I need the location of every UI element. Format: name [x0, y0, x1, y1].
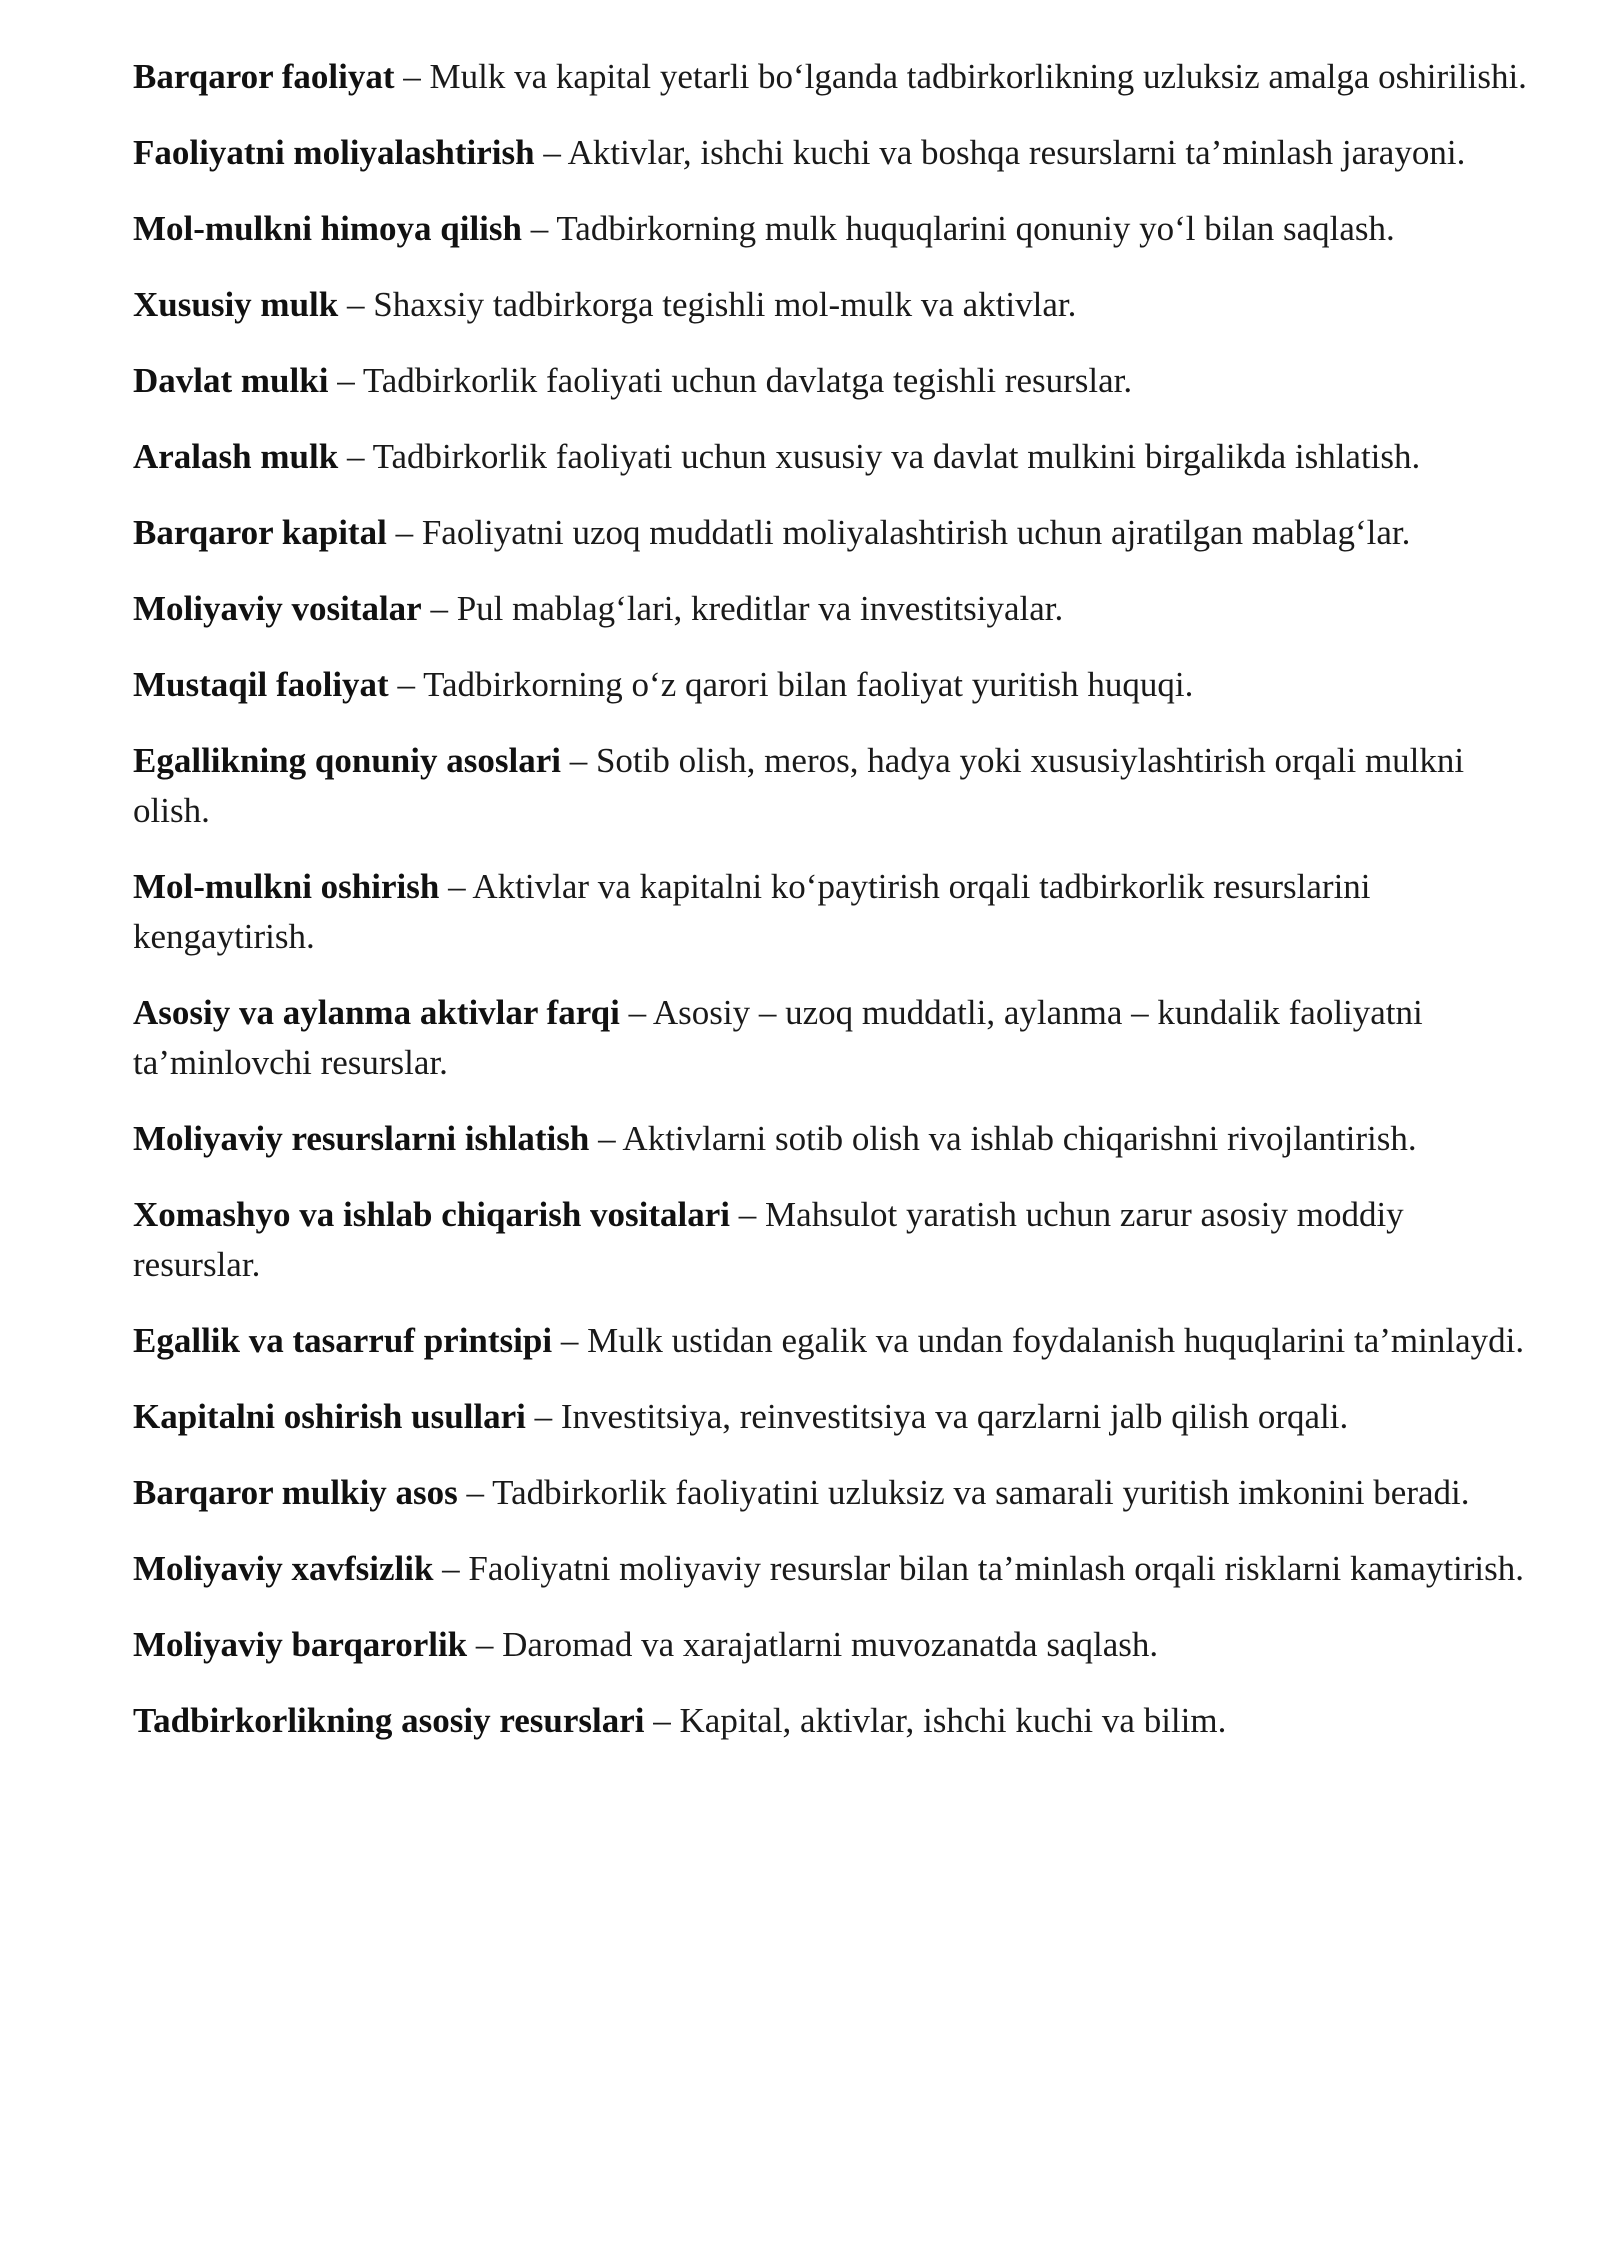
entry-separator: – [534, 1397, 553, 1436]
entry-separator: – [530, 209, 549, 248]
entry-definition: Shaxsiy tadbirkorga tegishli mol-mulk va aktivlar. [373, 285, 1077, 324]
entry-term: Barqaror mulkiy asos [133, 1473, 458, 1512]
entry-separator: – [475, 1625, 494, 1664]
entry-definition: Aktivlarni sotib olish va ishlab chiqarishni rivojlantirish. [622, 1119, 1417, 1158]
entry-definition: Aktivlar va kapitalni ko‘paytirish orqali tadbirkorlik resurslarini kengaytirish. [133, 867, 1371, 956]
glossary-entry [133, 736, 1533, 836]
entry-definition: Daromad va xarajatlarni muvozanatda saqlash. [502, 1625, 1159, 1664]
entry-separator: – [337, 361, 355, 400]
entry-term: Barqaror faoliyat [133, 57, 395, 96]
entry-term: Moliyaviy resurslarni ishlatish [133, 1119, 590, 1158]
glossary-entry [133, 280, 1533, 330]
entry-term: Davlat mulki [133, 361, 329, 400]
entry-definition: Tadbirkorlik faoliyati uchun davlatga tegishli resurslar. [362, 361, 1133, 400]
entry-term: Egallik va tasarruf printsipi [133, 1321, 553, 1360]
entry-term: Faoliyatni moliyalashtirish [133, 133, 535, 172]
entry-separator: – [598, 1119, 616, 1158]
glossary-entry [133, 52, 1533, 102]
glossary-entry [133, 432, 1533, 482]
entry-definition: Sotib olish, meros, hadya yoki xususiylashtirish orqali mulkni olish. [133, 741, 1465, 830]
entry-definition: Faoliyatni uzoq muddatli moliyalashtirish uchun ajratilgan mablag‘lar. [421, 513, 1411, 552]
entry-term: Mol-mulkni oshirish [133, 867, 440, 906]
glossary-entry [133, 1114, 1533, 1164]
glossary-entry [133, 128, 1533, 178]
entry-separator: – [560, 1321, 579, 1360]
entry-separator: – [653, 1701, 671, 1740]
glossary-entry [133, 660, 1533, 710]
entry-definition: Tadbirkorning mulk huquqlarini qonuniy yo‘l bilan saqlash. [556, 209, 1395, 248]
entry-term: Moliyaviy xavfsizlik [133, 1549, 434, 1588]
entry-term: Xususiy mulk [133, 285, 339, 324]
entry-term: Aralash mulk [133, 437, 339, 476]
entry-separator: – [346, 437, 365, 476]
entry-definition: Aktivlar, ishchi kuchi va boshqa resurslarni ta’minlash jarayoni. [567, 133, 1466, 172]
glossary-entry [133, 1620, 1533, 1670]
entry-separator: – [466, 1473, 485, 1512]
entry-definition: Mulk ustidan egalik va undan foydalanish huquqlarini ta’minlaydi. [587, 1321, 1525, 1360]
entry-definition: Tadbirkorlik faoliyatini uzluksiz va samarali yuritish imkonini beradi. [492, 1473, 1470, 1512]
glossary-entry [133, 862, 1533, 962]
entry-separator: – [543, 133, 561, 172]
entry-term: Barqaror kapital [133, 513, 387, 552]
glossary-list [133, 52, 1533, 1772]
entry-term: Xomashyo va ishlab chiqarish vositalari [133, 1195, 731, 1234]
entry-definition: Tadbirkorlik faoliyati uchun xususiy va davlat mulkini birgalikda ishlatish. [372, 437, 1421, 476]
entry-separator: – [448, 867, 466, 906]
glossary-entry [133, 1544, 1533, 1594]
entry-definition: Tadbirkorning o‘z qarori bilan faoliyat yuritish huquqi. [423, 665, 1194, 704]
glossary-entry [133, 1696, 1533, 1746]
entry-definition: Pul mablag‘lari, kreditlar va investitsiyalar. [456, 589, 1064, 628]
entry-term: Tadbirkorlikning asosiy resurslari [133, 1701, 645, 1740]
entry-separator: – [430, 589, 448, 628]
glossary-entry [133, 1190, 1533, 1290]
entry-definition: Investitsiya, reinvestitsiya va qarzlarni jalb qilish orqali. [560, 1397, 1349, 1436]
entry-separator: – [395, 513, 414, 552]
entry-term: Egallikning qonuniy asoslari [133, 741, 561, 780]
glossary-entry [133, 508, 1533, 558]
entry-definition: Mulk va kapital yetarli bo‘lganda tadbirkorlikning uzluksiz amalga oshirilishi. [429, 57, 1527, 96]
glossary-entry [133, 204, 1533, 254]
glossary-entry [133, 1468, 1533, 1518]
glossary-entry [133, 1392, 1533, 1442]
entry-definition: Mahsulot yaratish uchun zarur asosiy moddiy resurslar. [133, 1195, 1404, 1284]
entry-term: Kapitalni oshirish usullari [133, 1397, 526, 1436]
entry-term: Asosiy va aylanma aktivlar farqi [133, 993, 620, 1032]
entry-term: Moliyaviy barqarorlik [133, 1625, 468, 1664]
glossary-entry [133, 988, 1533, 1088]
entry-separator: – [403, 57, 421, 96]
entry-separator: – [346, 285, 365, 324]
entry-term: Mol-mulkni himoya qilish [133, 209, 522, 248]
entry-term: Moliyaviy vositalar [133, 589, 422, 628]
glossary-entry [133, 584, 1533, 634]
entry-separator: – [628, 993, 647, 1032]
entry-separator: – [569, 741, 588, 780]
entry-definition: Faoliyatni moliyaviy resurslar bilan ta’minlash orqali risklarni kamaytirish. [468, 1549, 1525, 1588]
glossary-entry [133, 1316, 1533, 1366]
entry-separator: – [738, 1195, 757, 1234]
entry-term: Mustaqil faoliyat [133, 665, 389, 704]
entry-definition: Asosiy – uzoq muddatli, aylanma – kundalik faoliyatni ta’minlovchi resurslar. [133, 993, 1423, 1082]
entry-separator: – [442, 1549, 460, 1588]
glossary-entry [133, 356, 1533, 406]
entry-separator: – [397, 665, 415, 704]
entry-definition: Kapital, aktivlar, ishchi kuchi va bilim. [679, 1701, 1227, 1740]
